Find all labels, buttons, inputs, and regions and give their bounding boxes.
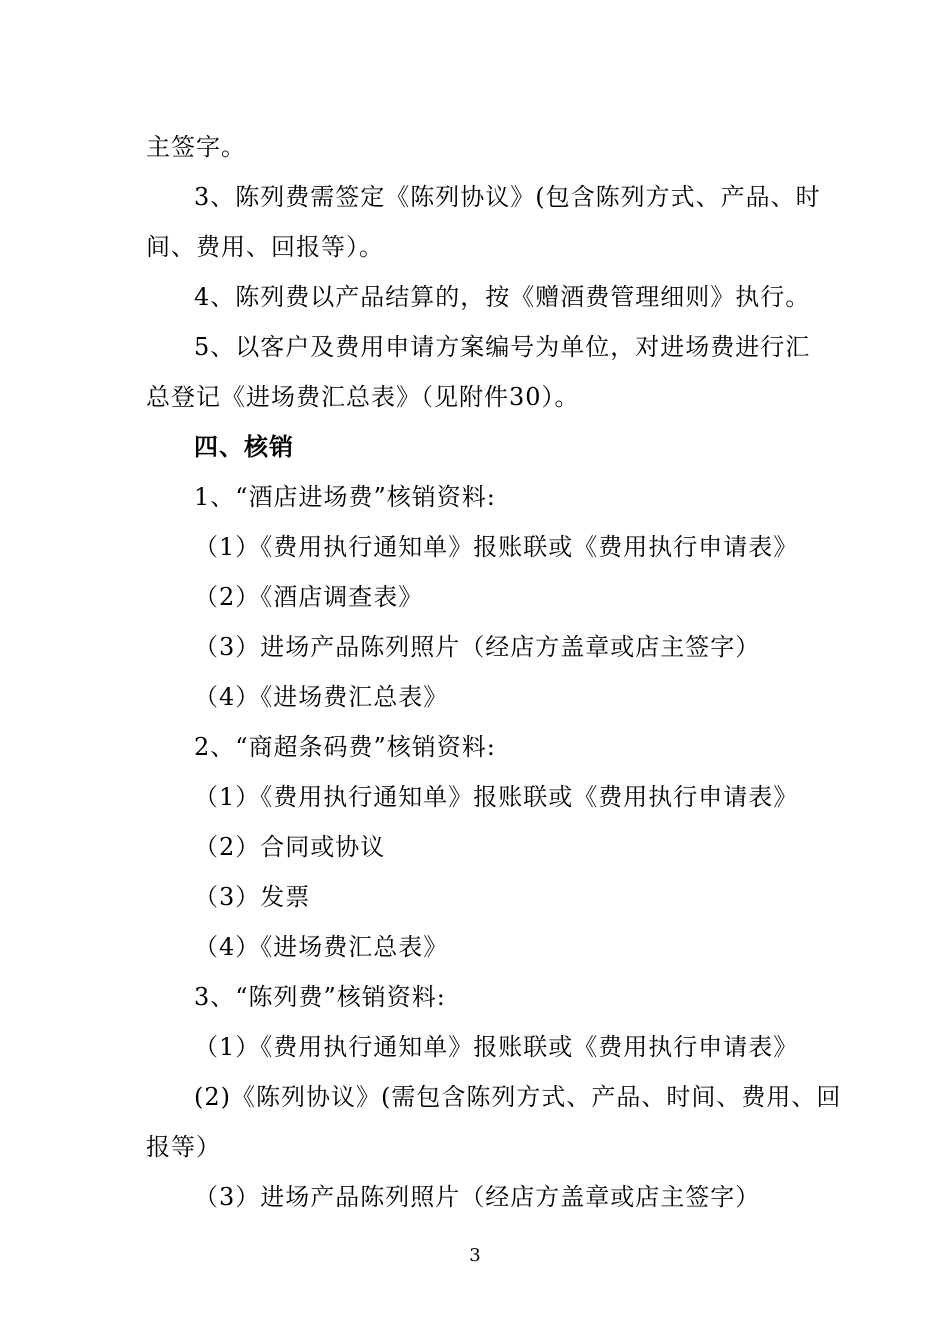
paragraph-item-5-continuation: 总登记《进场费汇总表》（见附件30）。 xyxy=(146,383,580,411)
list-item-continuation: 报等） xyxy=(146,1133,221,1161)
subsection-title-3: 3、“陈列费”核销资料: xyxy=(194,983,446,1011)
subsection-title-1: 1、“酒店进场费”核销资料: xyxy=(194,483,496,511)
page-number: 3 xyxy=(469,1245,481,1266)
section-heading: 四、核销 xyxy=(194,432,294,461)
paragraph-item-5: 5、以客户及费用申请方案编号为单位，对进场费进行汇 xyxy=(194,333,811,361)
list-item: （3）发票 xyxy=(194,883,311,911)
paragraph-item-3-continuation: 间、费用、回报等）。 xyxy=(146,233,384,261)
list-item: （1）《费用执行通知单》报账联或《费用执行申请表》 xyxy=(194,783,799,811)
list-item: (2)《陈列协议》(需包含陈列方式、产品、时间、费用、回 xyxy=(194,1083,842,1111)
list-item: （1）《费用执行通知单》报账联或《费用执行申请表》 xyxy=(194,533,799,561)
list-item: （1）《费用执行通知单》报账联或《费用执行申请表》 xyxy=(194,1033,799,1061)
subsection-title-2: 2、“商超条码费”核销资料: xyxy=(194,733,496,761)
paragraph-item-3: 3、陈列费需签定《陈列协议》(包含陈列方式、产品、时 xyxy=(194,183,821,211)
paragraph-item-4: 4、陈列费以产品结算的，按《赠酒费管理细则》执行。 xyxy=(194,283,811,311)
list-item: （3）进场产品陈列照片（经店方盖章或店主签字） xyxy=(194,633,761,661)
list-item: （2）合同或协议 xyxy=(194,833,386,861)
list-item: （4）《进场费汇总表》 xyxy=(194,933,449,961)
list-item: （3）进场产品陈列照片（经店方盖章或店主签字） xyxy=(194,1183,761,1211)
paragraph-continuation: 主签字。 xyxy=(146,133,246,161)
list-item: （2）《酒店调查表》 xyxy=(194,583,424,611)
list-item: （4）《进场费汇总表》 xyxy=(194,683,449,711)
